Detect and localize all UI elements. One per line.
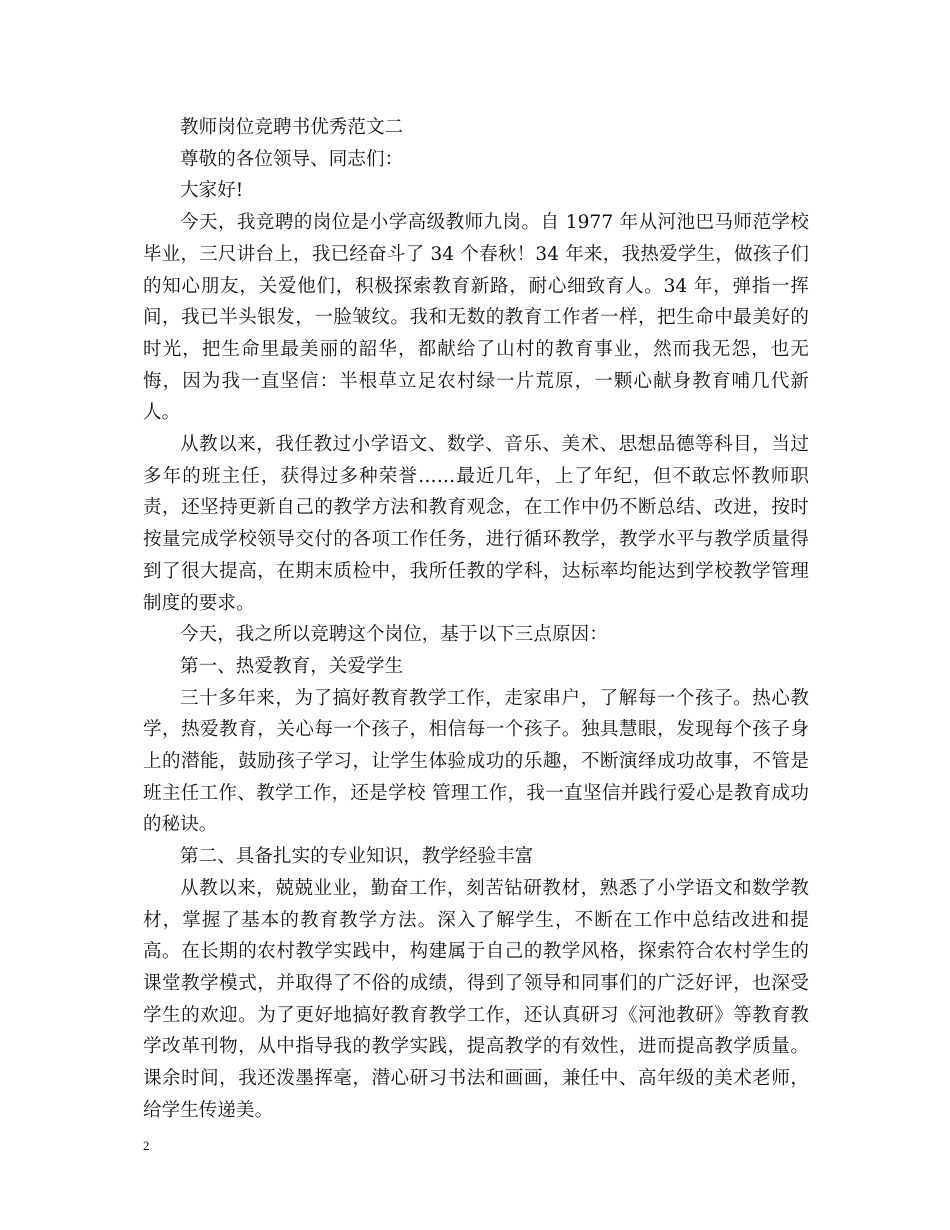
document-title: 教师岗位竞聘书优秀范文二 xyxy=(180,117,404,138)
document-body xyxy=(143,112,809,1127)
paragraph-experience: 从教以来，我任教过小学语文、数学、音乐、美术、思想品德等科目，当过多年的班主任，获得过多种荣誉……最近几年，上了年纪，但不敢忘怀教师职责，还坚持更新自己的教学方法和教育观念，在工作中仍不断总结、改进，按时按量完成学校领导交付的各项工作任务，进行循环教学，教学水平与教学质量得到了很大提高，在期末质检中，我所任教的学科，达标率均能达到学校教学管理制度的要求。 xyxy=(143,434,809,614)
paragraph-salutation: 尊敬的各位领导、同志们： xyxy=(180,148,404,170)
paragraph-first-reason: 三十多年来，为了搞好教育教学工作，走家串户，了解每一个孩子。热心教学，热爱教育，关心每一个孩子，相信每一个孩子。独具慧眼，发现每个孩子身上的潜能，鼓励孩子学习，让学生体验成功的乐趣，不断演绎成功故事，不管是班主任工作、教学工作，还是学校 管理工作，我一直坚信并践行爱心是教育成功的秘诀。 xyxy=(143,687,809,836)
paragraph-greeting: 大家好! xyxy=(180,180,244,202)
paragraph-reasons-intro: 今天，我之所以竞聘这个岗位，基于以下三点原因： xyxy=(180,624,608,646)
section-heading-second: 第二、具备扎实的专业知识，教学经验丰富 xyxy=(180,846,534,868)
paragraph-second-reason: 从教以来，兢兢业业，勤奋工作，刻苦钻研教材，熟悉了小学语文和数学教材，掌握了基本的教育教学方法。深入了解学生，不断在工作中总结改进和提高。在长期的农村教学实践中，构建属于自己的教学风格，探索符合农村学生的课堂教学模式，并取得了不俗的成绩，得到了领导和同事们的广泛好评，也深受学生的欢迎。为了更好地搞好教育教学工作，还认真研习《河池教研》等教育教学改革刊物，从中指导我的教学实践，提高教学的有效性，进而提高教学质量。课余时间，我还泼墨挥毫，潜心研习书法和画画，兼任中、高年级的美术老师，给学生传递美。 xyxy=(143,877,809,1121)
paragraph-intro: 今天，我竞聘的岗位是小学高级教师九岗。自 1977 年从河池巴马师范学校毕业，三尺讲台上，我已经奋斗了 34 个春秋！34 年来，我热爱学生，做孩子们的知心朋友，关爱他们，积极探索教育新路，耐心细致育人。34 年，弹指一挥间，我已半头银发，一脸皱纹。我和无数的教育工作者一样，把生命中最美好的时光，把生命里最美丽的韶华，都献给了山村的教育事业，然而我无怨，也无悔，因为我一直坚信：半根草立足农村绿一片荒原，一颗心献身教育哺几代新人。 xyxy=(143,212,809,424)
section-heading-first: 第一、热爱教育，关爱学生 xyxy=(180,655,404,677)
page-number: 2 xyxy=(143,1138,150,1153)
